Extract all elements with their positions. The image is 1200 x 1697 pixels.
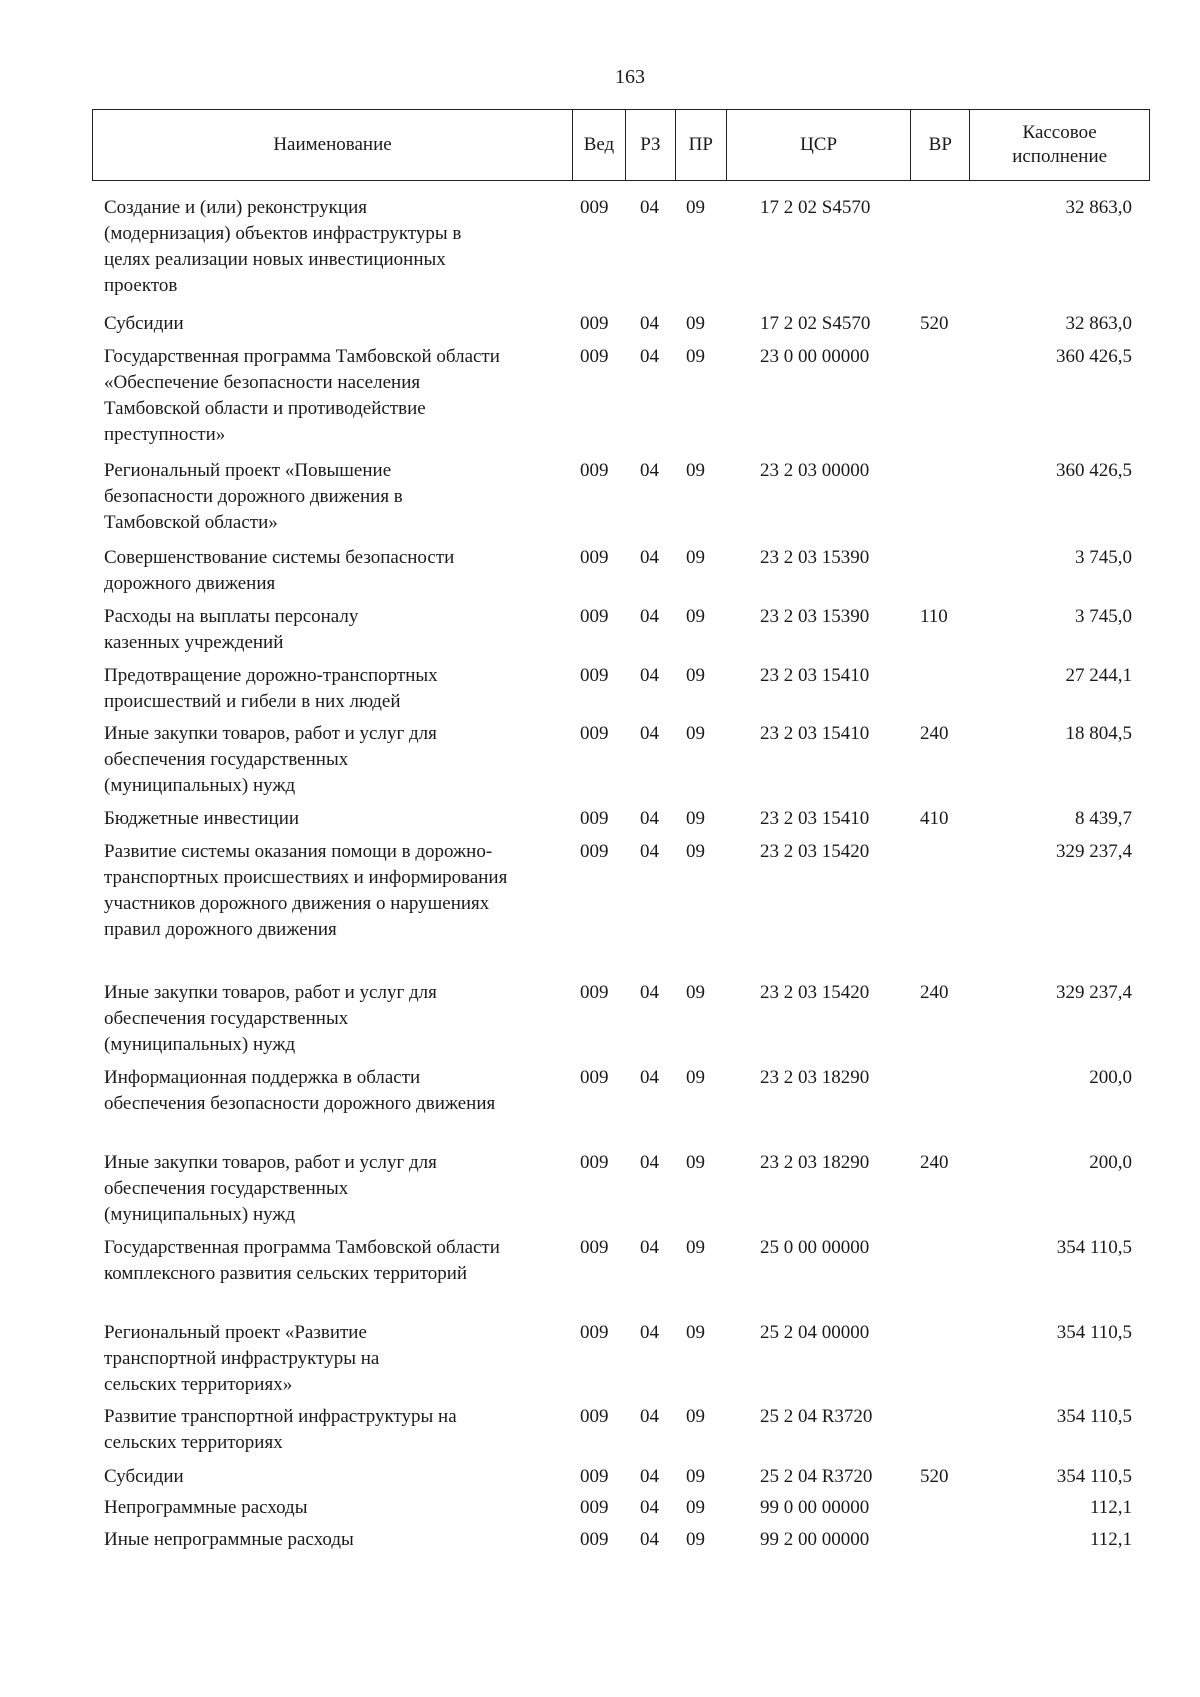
row-amount: 200,0 (1089, 1067, 1132, 1088)
header-name: Наименование (93, 110, 573, 180)
row-vr: 520 (920, 313, 949, 334)
row-name: Совершенствование системы безопасности дорожного движения (104, 547, 455, 594)
row-vr: 110 (920, 606, 948, 627)
row-rz: 04 (640, 1237, 659, 1258)
row-name: Бюджетные инвестиции (104, 808, 300, 829)
row-csr: 99 2 00 00000 (760, 1529, 870, 1550)
row-name: Расходы на выплаты персоналу казенных учреждений (104, 606, 359, 653)
row-ved: 009 (580, 1497, 609, 1518)
row-name: Государственная программа Тамбовской области комплексного развития сельских территорий (104, 1237, 500, 1284)
row-rz: 04 (640, 808, 659, 829)
row-rz: 04 (640, 1466, 659, 1487)
row-amount: 354 110,5 (1056, 1237, 1132, 1258)
row-csr: 23 2 03 15390 (760, 606, 870, 627)
row-ved: 009 (580, 313, 609, 334)
row-name: Государственная программа Тамбовской области «Обеспечение безопасности населения Тамбовской области и противодействие преступности» (104, 346, 500, 445)
row-amount: 8 439,7 (1075, 808, 1132, 829)
row-csr: 23 2 03 15410 (760, 665, 870, 686)
row-pr: 09 (686, 1322, 705, 1343)
header-csr: ЦСР (727, 110, 912, 180)
row-amount: 200,0 (1089, 1152, 1132, 1173)
row-ved: 009 (580, 1466, 609, 1487)
row-ved: 009 (580, 1067, 609, 1088)
row-pr: 09 (686, 723, 705, 744)
header-ved: Вед (573, 110, 626, 180)
row-ved: 009 (580, 1322, 609, 1343)
row-amount: 3 745,0 (1075, 547, 1132, 568)
row-vr: 240 (920, 982, 949, 1003)
row-rz: 04 (640, 982, 659, 1003)
row-name: Региональный проект «Развитие транспортной инфраструктуры на сельских территориях» (104, 1322, 380, 1395)
row-name: Иные непрограммные расходы (104, 1529, 354, 1550)
row-name: Иные закупки товаров, работ и услуг для обеспечения государственных (муниципальных) нужд (104, 982, 437, 1055)
row-ved: 009 (580, 1529, 609, 1550)
row-amount: 354 110,5 (1056, 1322, 1132, 1343)
row-amount: 3 745,0 (1075, 606, 1132, 627)
row-name: Иные закупки товаров, работ и услуг для обеспечения государственных (муниципальных) нужд (104, 1152, 437, 1225)
row-pr: 09 (686, 197, 705, 218)
row-name: Развитие транспортной инфраструктуры на сельских территориях (104, 1406, 457, 1453)
row-ved: 009 (580, 665, 609, 686)
row-csr: 23 2 03 15420 (760, 841, 870, 862)
row-amount: 32 863,0 (1065, 197, 1132, 218)
row-csr: 25 2 04 R3720 (760, 1466, 873, 1487)
row-csr: 23 0 00 00000 (760, 346, 870, 367)
row-csr: 25 2 04 00000 (760, 1322, 870, 1343)
row-name: Предотвращение дорожно-транспортных происшествий и гибели в них людей (104, 665, 438, 712)
row-csr: 99 0 00 00000 (760, 1497, 870, 1518)
page-number: 163 (615, 66, 645, 88)
row-amount: 360 426,5 (1056, 460, 1132, 481)
row-amount: 112,1 (1089, 1497, 1132, 1518)
row-name: Иные закупки товаров, работ и услуг для обеспечения государственных (муниципальных) нужд (104, 723, 437, 796)
row-rz: 04 (640, 1497, 659, 1518)
row-name: Субсидии (104, 1466, 184, 1487)
row-amount: 354 110,5 (1056, 1406, 1132, 1427)
row-ved: 009 (580, 346, 609, 367)
row-vr: 240 (920, 1152, 949, 1173)
row-name: Непрограммные расходы (104, 1497, 308, 1518)
row-csr: 23 2 03 15390 (760, 547, 870, 568)
row-ved: 009 (580, 460, 609, 481)
row-pr: 09 (686, 808, 705, 829)
row-amount: 32 863,0 (1065, 313, 1132, 334)
row-csr: 23 2 03 15410 (760, 723, 870, 744)
row-name: Создание и (или) реконструкция (модернизация) объектов инфраструктуры в целях реализации новых инвестиционных проектов (104, 197, 462, 296)
row-csr: 17 2 02 S4570 (760, 313, 871, 334)
row-name: Информационная поддержка в области обеспечения безопасности дорожного движения (104, 1067, 496, 1114)
row-pr: 09 (686, 1529, 705, 1550)
row-ved: 009 (580, 1152, 609, 1173)
row-ved: 009 (580, 197, 609, 218)
row-pr: 09 (686, 1497, 705, 1518)
header-rz: РЗ (626, 110, 676, 180)
row-ved: 009 (580, 808, 609, 829)
header-kassovoe: Кассовое исполнение (1012, 122, 1108, 167)
row-amount: 18 804,5 (1065, 723, 1132, 744)
row-pr: 09 (686, 665, 705, 686)
row-pr: 09 (686, 606, 705, 627)
row-csr: 17 2 02 S4570 (760, 197, 871, 218)
row-csr: 23 2 03 18290 (760, 1067, 870, 1088)
row-pr: 09 (686, 313, 705, 334)
row-rz: 04 (640, 665, 659, 686)
row-ved: 009 (580, 1406, 609, 1427)
row-csr: 23 2 03 00000 (760, 460, 870, 481)
row-rz: 04 (640, 1529, 659, 1550)
row-name: Субсидии (104, 313, 184, 334)
row-ved: 009 (580, 547, 609, 568)
row-amount: 27 244,1 (1065, 665, 1132, 686)
row-ved: 009 (580, 841, 609, 862)
row-vr: 410 (920, 808, 949, 829)
row-rz: 04 (640, 547, 659, 568)
row-rz: 04 (640, 841, 659, 862)
row-vr: 520 (920, 1466, 949, 1487)
row-csr: 25 2 04 R3720 (760, 1406, 873, 1427)
row-ved: 009 (580, 1237, 609, 1258)
row-name: Развитие системы оказания помощи в дорожно-транспортных происшествиях и информирования участников дорожного движения о нарушениях правил дорожного движения (104, 841, 508, 940)
row-rz: 04 (640, 1406, 659, 1427)
row-csr: 23 2 03 15410 (760, 808, 870, 829)
row-rz: 04 (640, 1322, 659, 1343)
row-rz: 04 (640, 723, 659, 744)
header-pr: ПР (676, 110, 727, 180)
row-amount: 360 426,5 (1056, 346, 1132, 367)
row-rz: 04 (640, 460, 659, 481)
row-vr: 240 (920, 723, 949, 744)
row-ved: 009 (580, 606, 609, 627)
row-pr: 09 (686, 460, 705, 481)
row-amount: 329 237,4 (1056, 841, 1132, 862)
header-vr: ВР (911, 110, 970, 180)
row-pr: 09 (686, 1237, 705, 1258)
row-rz: 04 (640, 1067, 659, 1088)
row-pr: 09 (686, 1067, 705, 1088)
row-rz: 04 (640, 346, 659, 367)
row-pr: 09 (686, 1152, 705, 1173)
row-ved: 009 (580, 982, 609, 1003)
row-name: Региональный проект «Повышение безопасности дорожного движения в Тамбовской области» (104, 460, 403, 533)
row-csr: 23 2 03 15420 (760, 982, 870, 1003)
row-rz: 04 (640, 1152, 659, 1173)
row-amount: 112,1 (1089, 1529, 1132, 1550)
row-rz: 04 (640, 313, 659, 334)
row-pr: 09 (686, 1466, 705, 1487)
row-ved: 009 (580, 723, 609, 744)
row-csr: 25 0 00 00000 (760, 1237, 870, 1258)
row-pr: 09 (686, 346, 705, 367)
row-pr: 09 (686, 841, 705, 862)
row-pr: 09 (686, 547, 705, 568)
row-pr: 09 (686, 982, 705, 1003)
row-rz: 04 (640, 197, 659, 218)
row-pr: 09 (686, 1406, 705, 1427)
row-csr: 23 2 03 18290 (760, 1152, 870, 1173)
row-amount: 354 110,5 (1056, 1466, 1132, 1487)
row-amount: 329 237,4 (1056, 982, 1132, 1003)
row-rz: 04 (640, 606, 659, 627)
